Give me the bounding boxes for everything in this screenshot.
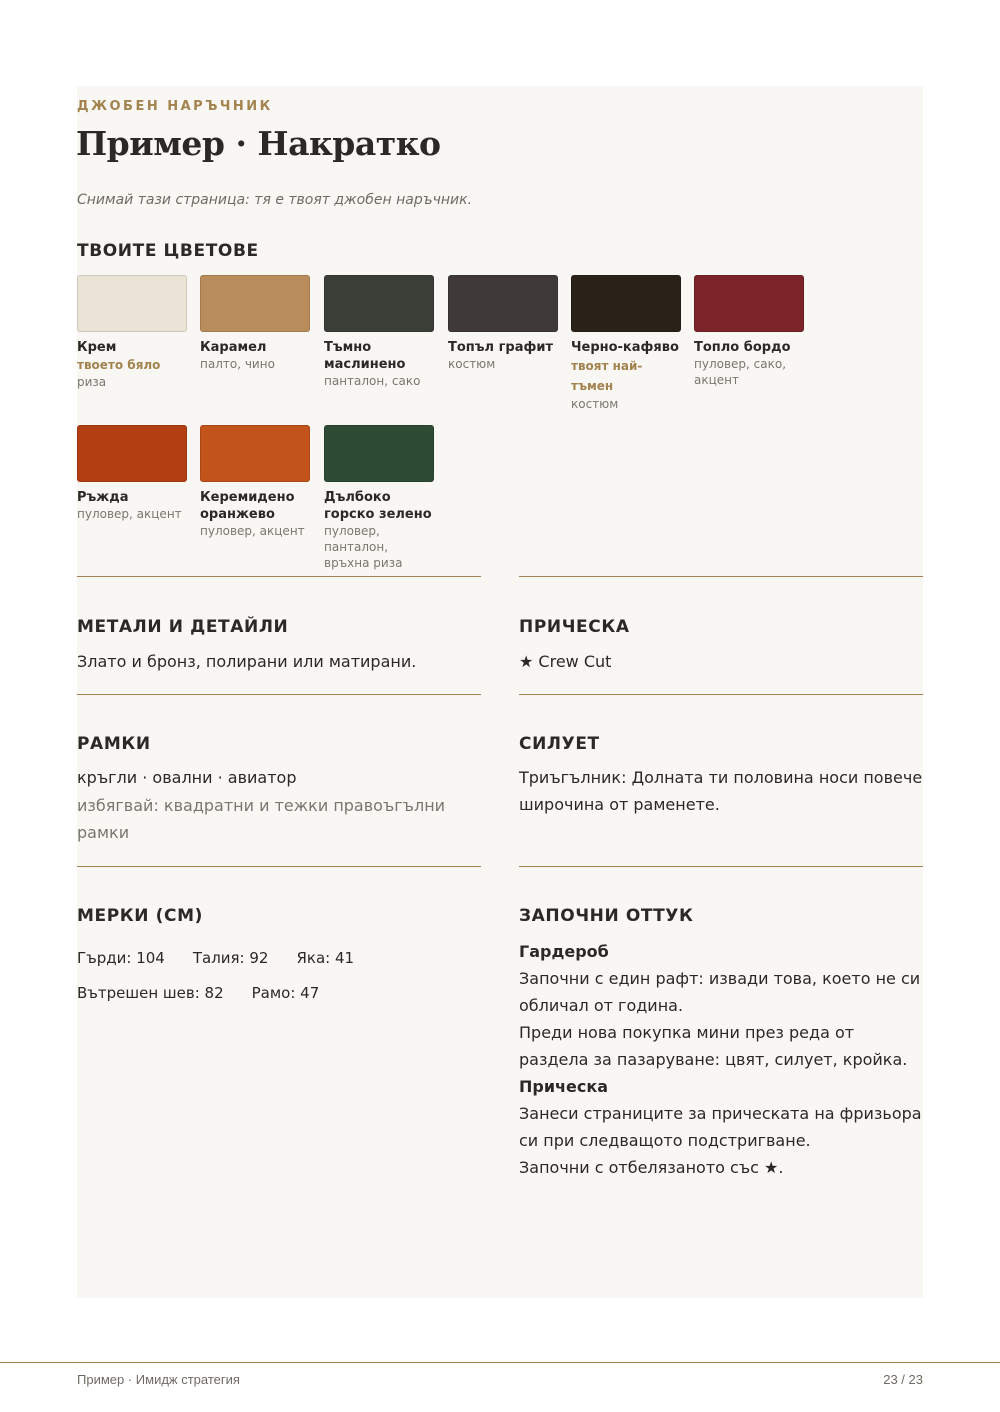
measure-inseam: Вътрешен шев: 82: [77, 983, 224, 1002]
metals-text: Злато и бронз, полирани или матирани.: [77, 652, 417, 671]
measure-chest: Гърди: 104: [77, 948, 165, 967]
wardrobe-tip: Започни с един рафт: извади това, което не си обличал от година.: [519, 969, 921, 1015]
swatch-cream: [77, 275, 187, 332]
swatch-card: [200, 275, 310, 372]
swatch-card: [77, 275, 187, 390]
swatch-dark-olive: [324, 275, 434, 332]
swatch-card: [77, 425, 187, 522]
swatch-name: Топло бордо: [694, 340, 791, 355]
swatch-rust: [77, 425, 187, 482]
swatch-card: [448, 275, 558, 372]
swatch-name: Карамел: [200, 340, 267, 355]
swatch-highlight: твоят най-тъмен: [571, 359, 643, 393]
start-list: [519, 938, 923, 1181]
swatch-terracotta-orange: [200, 425, 310, 482]
swatch-use: пуловер, акцент: [200, 524, 305, 538]
metals-section-title: МЕТАЛИ И ДЕТАЙЛИ: [77, 617, 289, 637]
swatch-use: панталон, сако: [324, 374, 421, 388]
divider: [77, 576, 481, 577]
divider: [77, 866, 481, 867]
hair-tip: Започни с отбелязаното със ★.: [519, 1158, 784, 1177]
eyebrow-label: ДЖОБЕН НАРЪЧНИК: [77, 99, 273, 114]
swatch-name: Тъмно маслинено: [324, 340, 406, 372]
divider: [77, 694, 481, 695]
swatch-highlight: твоето бяло: [77, 358, 161, 372]
page-number: 23 / 23: [883, 1372, 923, 1387]
swatch-name: Дълбоко горско зелено: [324, 490, 432, 522]
page-subtitle: Снимай тази страница: тя е твоят джобен наръчник.: [77, 192, 473, 208]
divider: [519, 576, 923, 577]
wardrobe-heading: Гардероб: [519, 942, 609, 961]
hair-heading: Прическа: [519, 1077, 609, 1096]
swatch-card: [200, 425, 310, 539]
swatch-caramel: [200, 275, 310, 332]
frames-recommended: кръгли · овални · авиатор: [77, 768, 297, 787]
measure-collar: Яка: 41: [296, 948, 355, 967]
measure-shoulder: Рамо: 47: [251, 983, 320, 1002]
swatch-use: костюм: [448, 357, 496, 371]
swatch-use: риза: [77, 375, 107, 389]
swatch-name: Черно-кафяво: [571, 340, 679, 355]
wardrobe-tip: Преди нова покупка мини през реда от раздела за пазаруване: цвят, силует, кройка.: [519, 1023, 908, 1069]
footer-divider: [0, 1362, 1000, 1363]
hair-text: ★ Crew Cut: [519, 652, 612, 671]
measure-waist: Талия: 92: [192, 948, 269, 967]
frames-section-title: РАМКИ: [77, 734, 151, 754]
swatch-use: пуловер, акцент: [77, 507, 182, 521]
swatch-card: [694, 275, 804, 388]
swatch-name: Топъл графит: [448, 340, 554, 355]
swatch-use: пуловер, сако, акцент: [694, 357, 787, 387]
footer-doc-title: Пример · Имидж стратегия: [77, 1372, 240, 1387]
swatch-card: [324, 275, 434, 389]
swatch-deep-forest-green: [324, 425, 434, 482]
swatch-black-brown: [571, 275, 681, 332]
hair-section-title: ПРИЧЕСКА: [519, 617, 630, 637]
divider: [519, 866, 923, 867]
start-section-title: ЗАПОЧНИ ОТТУК: [519, 906, 694, 926]
measures-list: [77, 940, 477, 1010]
measures-section-title: МЕРКИ (СМ): [77, 906, 203, 926]
hair-tip: Занеси страниците за прическата на фризьора си при следващото подстригване.: [519, 1104, 922, 1150]
swatch-warm-graphite: [448, 275, 558, 332]
silhouette-text: Триъгълник: Долната ти половина носи повече широчина от раменете.: [519, 768, 923, 814]
swatch-name: Крем: [77, 340, 117, 355]
swatch-name: Керемидено оранжево: [200, 490, 295, 522]
divider: [519, 694, 923, 695]
swatch-card: [324, 425, 434, 571]
swatch-use: палто, чино: [200, 357, 275, 371]
swatch-warm-burgundy: [694, 275, 804, 332]
swatch-use: пуловер, панталон, връхна риза: [324, 524, 403, 570]
swatch-name: Ръжда: [77, 490, 129, 505]
colors-section-title: ТВОИТЕ ЦВЕТОВЕ: [77, 241, 259, 261]
swatch-use: костюм: [571, 397, 619, 411]
page-title: Пример · Накратко: [76, 124, 441, 163]
silhouette-section-title: СИЛУЕТ: [519, 734, 600, 754]
swatch-card: [571, 275, 681, 412]
frames-avoid: избягвай: квадратни и тежки правоъгълни рамки: [77, 796, 446, 842]
